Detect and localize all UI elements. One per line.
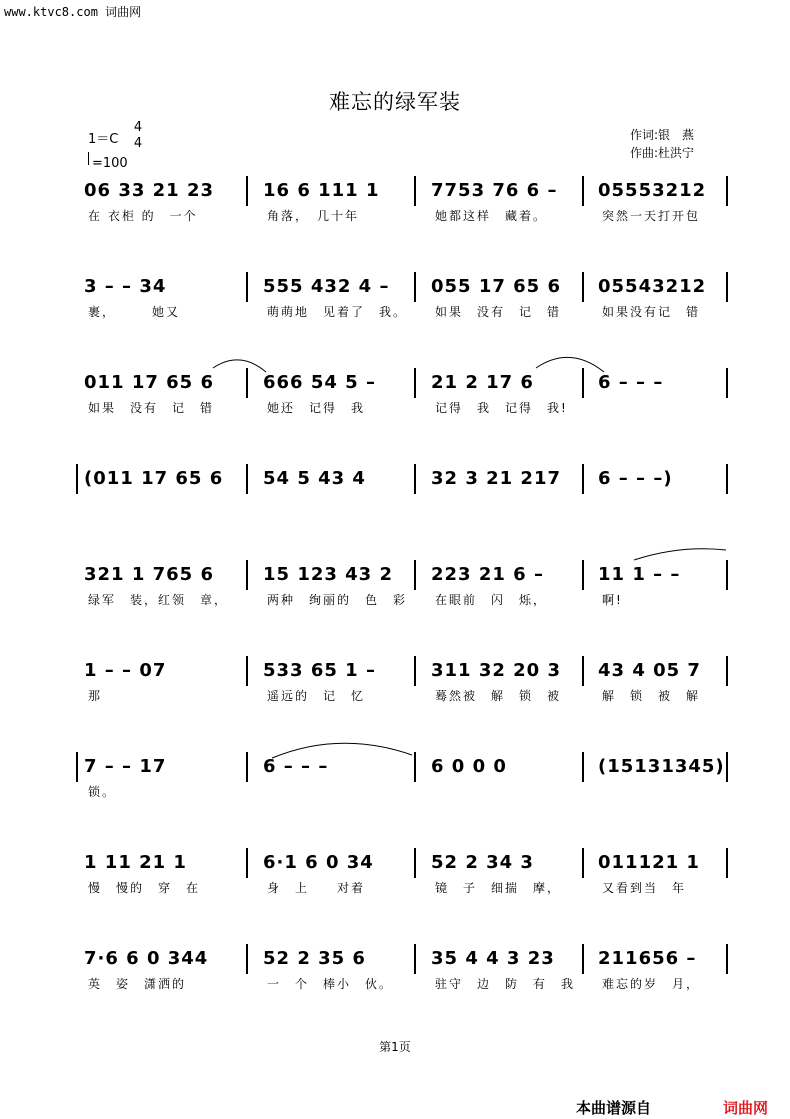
barline xyxy=(582,176,584,206)
measure-notes: 35 4 4 3 23 xyxy=(431,948,555,969)
barline xyxy=(246,272,248,302)
measure-lyric: 慢 慢的 穿 在 xyxy=(88,881,201,895)
barline xyxy=(726,176,728,206)
measure-notes: 05553212 xyxy=(598,180,707,201)
measure-lyric: 如果没有记 错 xyxy=(602,305,701,319)
barline xyxy=(582,752,584,782)
barline xyxy=(582,560,584,590)
measure-lyric: 在眼前 闪 烁， xyxy=(435,593,548,607)
measure-lyric: 遥远的 记 忆 xyxy=(267,689,366,703)
barline xyxy=(414,944,416,974)
barline xyxy=(414,752,416,782)
measure-notes: 533 65 1 – xyxy=(263,660,376,681)
measure-notes: 011 17 65 6 xyxy=(84,372,214,393)
measure-lyric: 裹， 她又 xyxy=(88,305,181,319)
measure-notes: 011121 1 xyxy=(598,852,700,873)
measure-notes: 21 2 17 6 xyxy=(431,372,534,393)
barline xyxy=(414,176,416,206)
measure-notes: 6 – – –) xyxy=(598,468,673,489)
measure-notes: 223 21 6 – xyxy=(431,564,544,585)
time-signature-top: 4 xyxy=(133,120,143,135)
tempo-value: =100 xyxy=(92,156,128,171)
measure-notes: 52 2 35 6 xyxy=(263,948,366,969)
measure-lyric: 在 衣柜 的 一个 xyxy=(88,209,198,223)
measure-notes: 211656 – xyxy=(598,948,697,969)
barline xyxy=(414,464,416,494)
barline xyxy=(414,560,416,590)
measure-notes: 7753 76 6 – xyxy=(431,180,558,201)
measure-lyric: 如果 没有 记 错 xyxy=(88,401,215,415)
measure-notes: 11 1 – – xyxy=(598,564,681,585)
measure-notes: 32 3 21 217 xyxy=(431,468,561,489)
barline xyxy=(76,464,78,494)
barline xyxy=(246,368,248,398)
measure-notes: 055 17 65 6 xyxy=(431,276,561,297)
measure-notes: 3 – – 34 xyxy=(84,276,167,297)
barline xyxy=(726,272,728,302)
measure-notes: 16 6 111 1 xyxy=(263,180,380,201)
barline xyxy=(726,656,728,686)
measure-lyric: 身 上 对着 xyxy=(267,881,366,895)
barline xyxy=(246,176,248,206)
measure-lyric: 难忘的岁 月， xyxy=(602,977,701,991)
barline xyxy=(582,368,584,398)
measure-notes: 311 32 20 3 xyxy=(431,660,561,681)
measure-notes: 7 – – 17 xyxy=(84,756,167,777)
measure-notes: 54 5 43 4 xyxy=(263,468,366,489)
lyricist-credit: 作词:银 燕 xyxy=(630,128,695,142)
barline xyxy=(414,656,416,686)
barline xyxy=(582,464,584,494)
measure-notes: 321 1 765 6 xyxy=(84,564,214,585)
barline xyxy=(76,752,78,782)
measure-notes: (011 17 65 6 xyxy=(84,468,224,489)
quarter-note-icon xyxy=(88,152,89,165)
time-signature-bottom: 4 xyxy=(133,136,143,151)
measure-notes: 15 123 43 2 xyxy=(263,564,393,585)
measure-lyric: 萌萌地 见着了 我。 xyxy=(267,305,408,319)
barline xyxy=(726,464,728,494)
barline xyxy=(582,944,584,974)
barline xyxy=(726,848,728,878)
measure-lyric: 一 个 棒小 伙。 xyxy=(267,977,394,991)
measure-notes: 1 11 21 1 xyxy=(84,852,187,873)
barline xyxy=(582,656,584,686)
measure-lyric: 两种 绚丽的 色 彩 xyxy=(267,593,408,607)
measure-lyric: 如果 没有 记 错 xyxy=(435,305,562,319)
measure-lyric: 英 姿 潇洒的 xyxy=(88,977,187,991)
measure-lyric: 啊! xyxy=(602,593,623,607)
barline xyxy=(582,272,584,302)
footer-source: 本曲谱源自 xyxy=(576,1099,652,1117)
barline xyxy=(414,368,416,398)
barline xyxy=(246,848,248,878)
measure-lyric: 锁。 xyxy=(88,785,117,799)
measure-notes: 6 – – – xyxy=(263,756,329,777)
measure-notes: 6 – – – xyxy=(598,372,664,393)
credits xyxy=(630,126,694,162)
measure-lyric: 绿军 装，红领 章， xyxy=(88,593,229,607)
measure-notes: 7·6 6 0 344 xyxy=(84,948,209,969)
measure-lyric: 蓦然被 解 锁 被 xyxy=(435,689,562,703)
measure-lyric: 又看到当 年 xyxy=(602,881,687,895)
composer-credit: 作曲:杜洪宁 xyxy=(630,146,695,160)
barline xyxy=(726,944,728,974)
measure-notes: 6·1 6 0 34 xyxy=(263,852,374,873)
barline xyxy=(726,560,728,590)
barline xyxy=(726,752,728,782)
barline xyxy=(246,560,248,590)
measure-notes: 05543212 xyxy=(598,276,707,297)
time-signature xyxy=(133,120,143,152)
measure-lyric: 解 锁 被 解 xyxy=(602,689,701,703)
measure-notes: 43 4 05 7 xyxy=(598,660,701,681)
measure-notes: 1 – – 07 xyxy=(84,660,167,681)
measure-lyric: 驻守 边 防 有 我 xyxy=(435,977,576,991)
barline xyxy=(726,368,728,398)
measure-notes: 06 33 21 23 xyxy=(84,180,214,201)
measure-notes: 666 54 5 – xyxy=(263,372,376,393)
barline xyxy=(414,848,416,878)
barline xyxy=(246,752,248,782)
barline xyxy=(414,272,416,302)
site-watermark: www.ktvc8.com 词曲网 xyxy=(4,5,142,19)
key-signature: 1＝C xyxy=(88,132,119,147)
measure-notes: 555 432 4 – xyxy=(263,276,390,297)
measure-notes: (15131345) xyxy=(598,756,725,777)
measure-lyric: 突然一天打开包 xyxy=(602,209,701,223)
measure-lyric: 那 xyxy=(88,689,103,703)
barline xyxy=(246,944,248,974)
measure-notes: 52 2 34 3 xyxy=(431,852,534,873)
measure-lyric: 角落， 几十年 xyxy=(267,209,360,223)
barline xyxy=(582,848,584,878)
measure-lyric: 记得 我 记得 我! xyxy=(435,401,568,415)
barline xyxy=(246,656,248,686)
footer-site-logo[interactable]: 词曲网 xyxy=(723,1099,769,1117)
song-title: 难忘的绿军装 xyxy=(329,90,461,114)
page-number: 第1页 xyxy=(379,1040,411,1054)
measure-lyric: 她都这样 藏着。 xyxy=(435,209,548,223)
barline xyxy=(246,464,248,494)
measure-notes: 6 0 0 0 xyxy=(431,756,507,777)
measure-lyric: 她还 记得 我 xyxy=(267,401,366,415)
tempo-marking xyxy=(88,154,128,171)
measure-lyric: 镜 子 细揣 摩， xyxy=(435,881,562,895)
